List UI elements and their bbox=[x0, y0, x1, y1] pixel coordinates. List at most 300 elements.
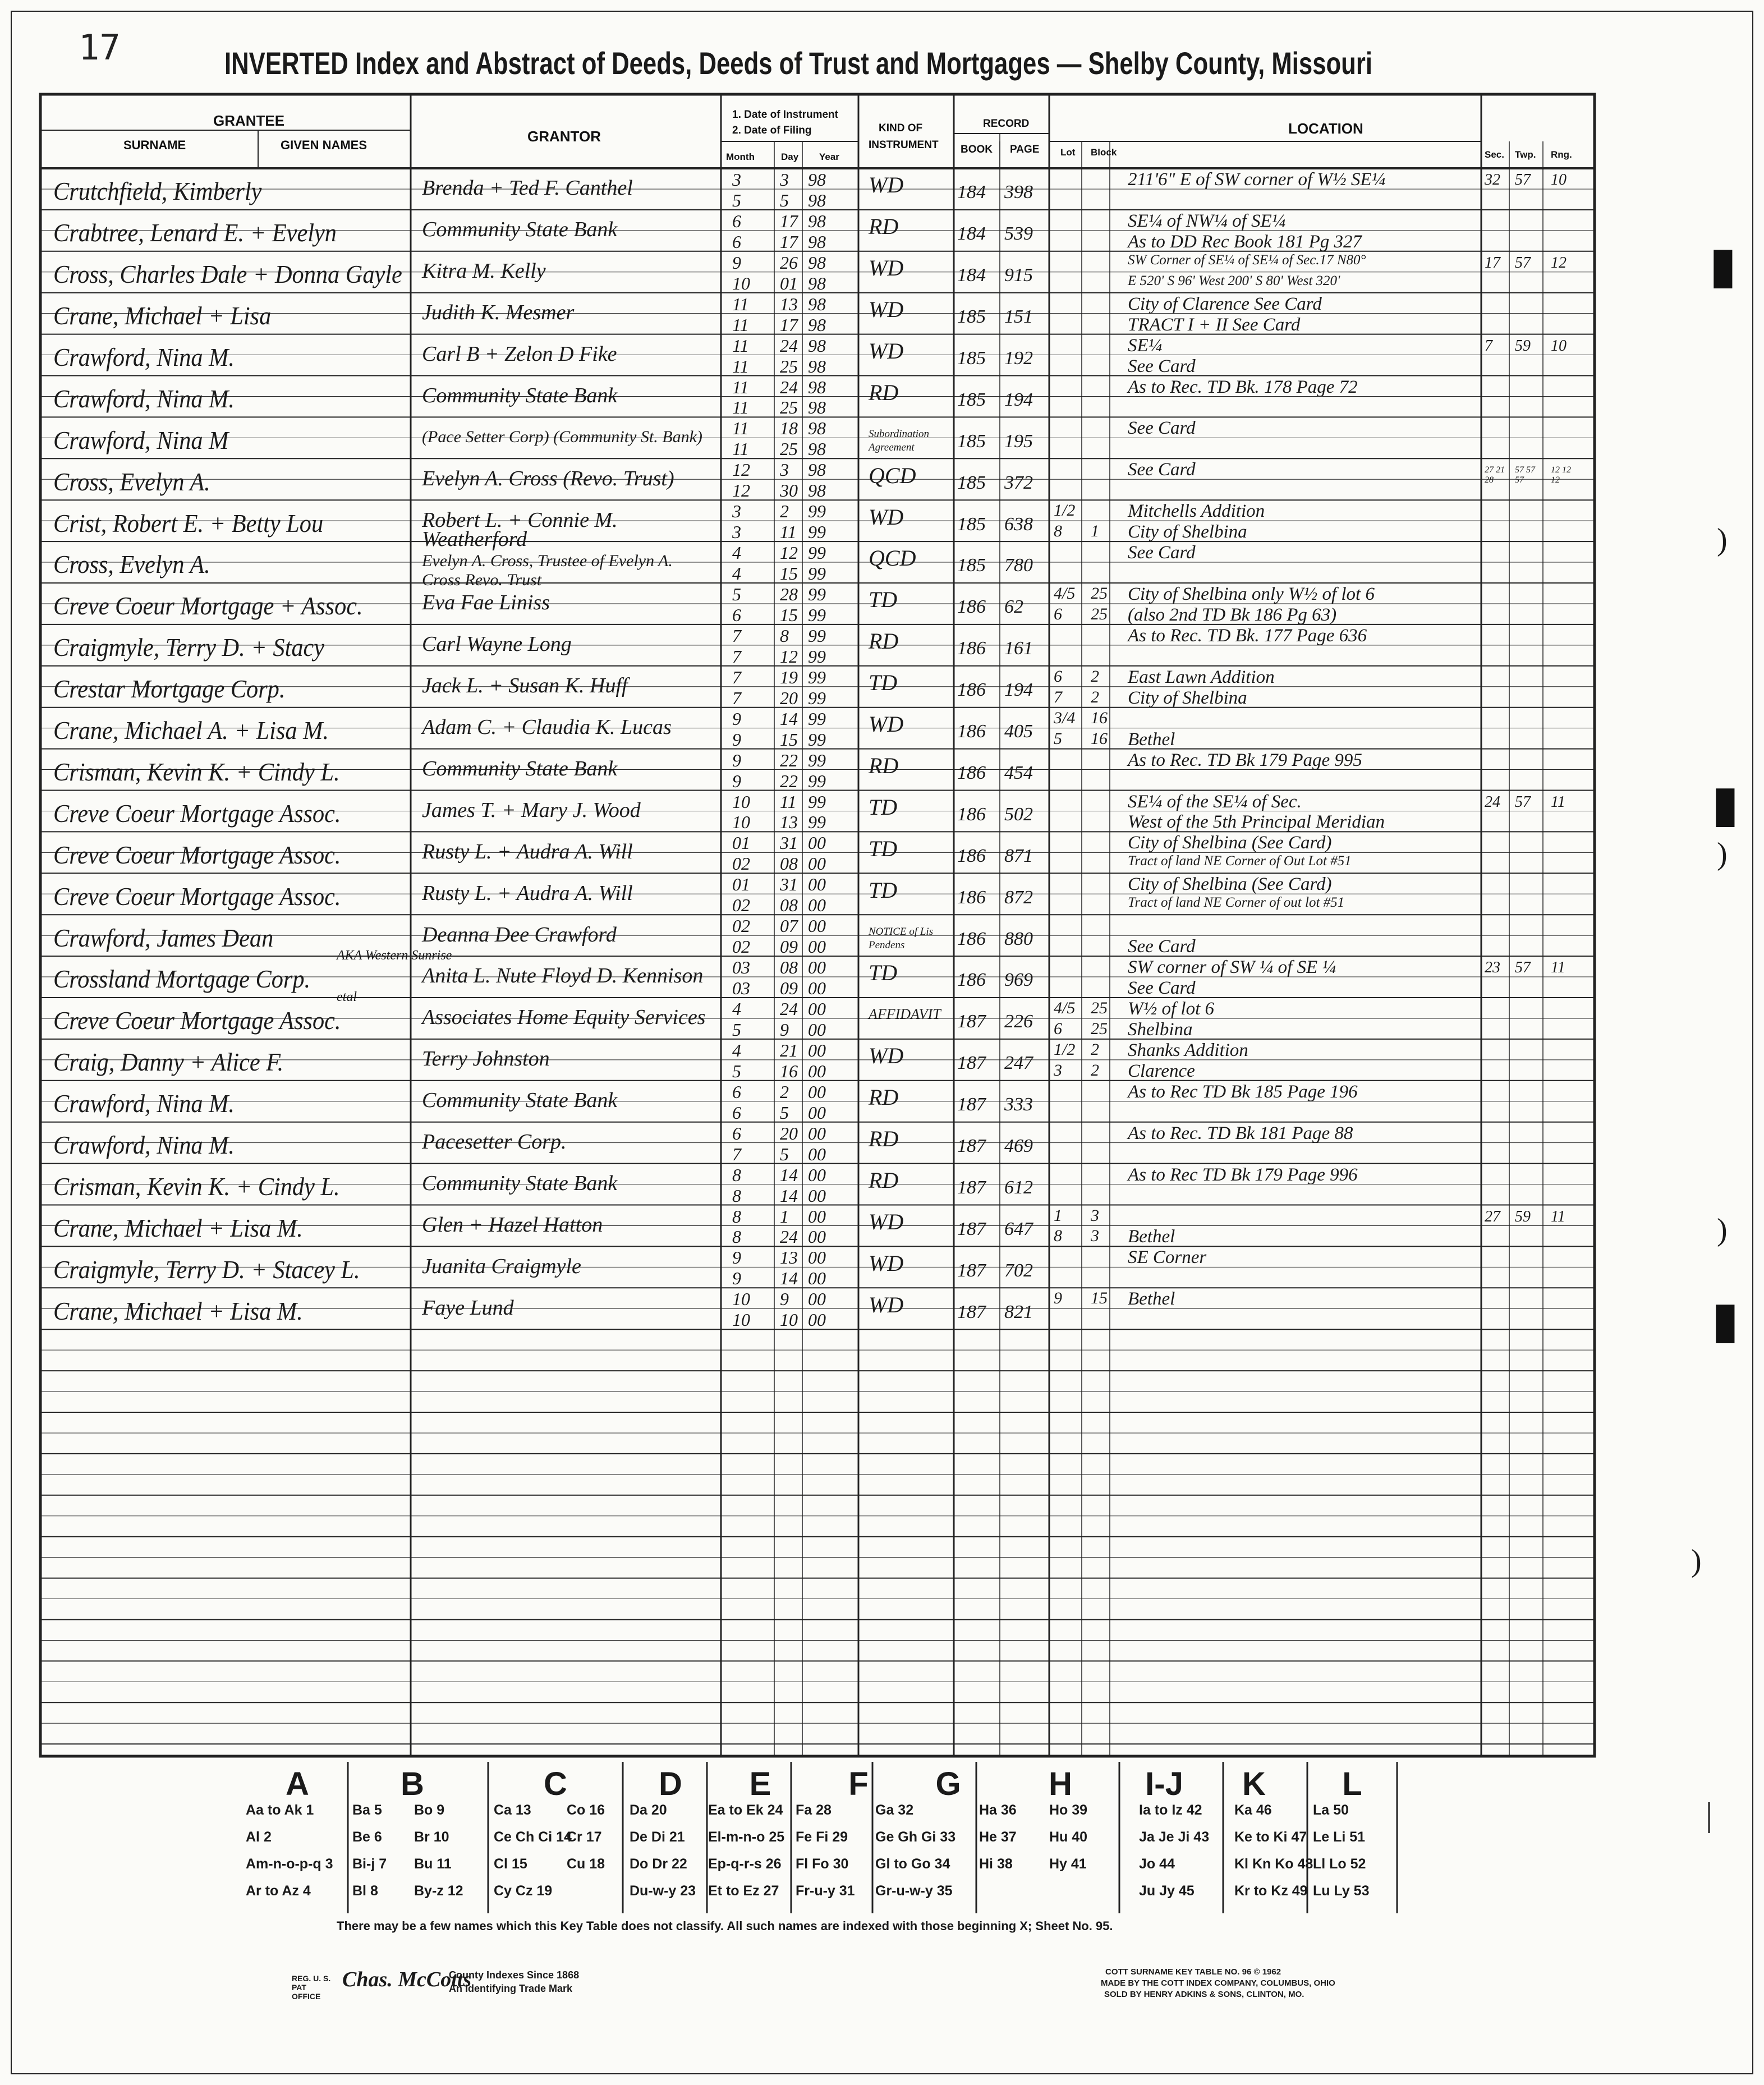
date-filing-year: 00 bbox=[808, 1227, 826, 1247]
date-filing-year: 00 bbox=[808, 1143, 826, 1164]
date-instrument-month: 11 bbox=[732, 293, 749, 314]
grantor-name: Community State Bank bbox=[422, 383, 618, 407]
key-entry: Ge Gh Gi 33 bbox=[875, 1829, 956, 1845]
date-instrument-month: 3 bbox=[732, 501, 741, 522]
grantee-name: Creve Coeur Mortgage Assoc. bbox=[53, 881, 341, 911]
record-page: 502 bbox=[1004, 803, 1033, 825]
grantee-name: Crawford, James Dean bbox=[53, 923, 274, 952]
grantor-name: Judith K. Mesmer bbox=[422, 301, 575, 325]
date-filing-day: 09 bbox=[780, 936, 798, 957]
record-book: 187 bbox=[957, 1177, 986, 1198]
date-instrument-year: 00 bbox=[808, 999, 826, 1019]
date-instrument-year: 00 bbox=[808, 1081, 826, 1102]
location-description: City of Clarence See Card bbox=[1128, 293, 1322, 314]
binder-mark: ) bbox=[1717, 1213, 1728, 1247]
date-instrument-day: 24 bbox=[780, 335, 798, 356]
record-book: 187 bbox=[957, 1094, 986, 1115]
instrument-kind: RD bbox=[869, 628, 899, 654]
date-instrument-year: 00 bbox=[808, 1289, 826, 1310]
grantor-name: Pacesetter Corp. bbox=[422, 1130, 567, 1154]
key-entry: Do Dr 22 bbox=[630, 1856, 687, 1872]
date-filing-month: 3 bbox=[732, 522, 741, 543]
key-entry: Ep-q-r-s 26 bbox=[708, 1856, 782, 1872]
range-number: 10 bbox=[1551, 337, 1567, 355]
grantee-name: Crawford, Nina M. bbox=[53, 1131, 235, 1160]
record-book: 186 bbox=[957, 721, 986, 742]
instrument-kind: TD bbox=[869, 835, 898, 861]
location-description: City of Shelbina bbox=[1128, 522, 1247, 543]
date-filing-day: 16 bbox=[780, 1060, 798, 1081]
lot-number: 1 bbox=[1054, 1206, 1062, 1225]
record-page: 469 bbox=[1004, 1136, 1033, 1157]
date-filing-year: 00 bbox=[808, 895, 826, 916]
location-description: Bethel bbox=[1128, 1227, 1175, 1247]
block-number: 2 bbox=[1091, 667, 1099, 686]
date-filing-day: 15 bbox=[780, 604, 798, 625]
grantor-name: James T. + Mary J. Wood bbox=[422, 798, 641, 822]
record-book: 184 bbox=[957, 223, 986, 245]
section-number: 27 bbox=[1485, 1207, 1500, 1225]
footer-right-2: MADE BY THE COTT INDEX COMPANY, COLUMBUS, OHIO bbox=[1101, 1978, 1335, 1988]
key-entry: Ga 32 bbox=[875, 1802, 914, 1818]
key-letter: A bbox=[286, 1766, 309, 1802]
date-filing-year: 99 bbox=[808, 770, 826, 791]
date-instrument-year: 98 bbox=[808, 293, 826, 314]
block-number: 25 bbox=[1091, 1019, 1108, 1038]
grantor-name: Evelyn A. Cross, Trustee of Evelyn A. Cross Revo. Trust bbox=[422, 552, 673, 590]
instrument-kind: WD bbox=[869, 255, 904, 281]
date-filing-month: 8 bbox=[732, 1227, 741, 1247]
binder-mark: ) bbox=[1691, 1544, 1702, 1578]
location-description: SE¼ bbox=[1128, 335, 1163, 356]
date-instrument-month: 3 bbox=[732, 169, 741, 190]
header-lot: Lot bbox=[1060, 147, 1076, 158]
footer-reg: REG. U. S. PAT OFFICE bbox=[292, 1974, 331, 2001]
date-filing-year: 00 bbox=[808, 936, 826, 957]
date-instrument-day: 21 bbox=[780, 1040, 798, 1060]
date-instrument-month: 01 bbox=[732, 833, 750, 853]
key-entry: Hu 40 bbox=[1049, 1829, 1088, 1845]
date-filing-day: 17 bbox=[780, 314, 798, 335]
date-instrument-month: 9 bbox=[732, 708, 741, 729]
grantee-name: Crawford, Nina M bbox=[53, 425, 229, 454]
date-instrument-year: 98 bbox=[808, 376, 826, 397]
lot-number: 8 bbox=[1054, 522, 1062, 541]
header-kind-2: INSTRUMENT bbox=[869, 139, 939, 151]
date-instrument-year: 00 bbox=[808, 1123, 826, 1143]
block-number: 1 bbox=[1091, 522, 1099, 541]
header-grantee: GRANTEE bbox=[213, 112, 285, 129]
instrument-kind: TD bbox=[869, 670, 898, 696]
date-instrument-month: 11 bbox=[732, 376, 749, 397]
record-page: 872 bbox=[1004, 887, 1033, 908]
township-number: 57 bbox=[1515, 254, 1531, 272]
date-filing-year: 99 bbox=[808, 563, 826, 584]
key-entry: Ha 36 bbox=[979, 1802, 1017, 1818]
grantee-name: Crossland Mortgage Corp. bbox=[53, 965, 311, 994]
block-number: 16 bbox=[1091, 729, 1108, 748]
grantee-name: Crane, Michael + Lisa M. bbox=[53, 1296, 303, 1325]
key-entry: Ll Lo 52 bbox=[1313, 1856, 1366, 1872]
record-book: 187 bbox=[957, 1053, 986, 1074]
location-description: Clarence bbox=[1128, 1060, 1195, 1081]
date-instrument-year: 98 bbox=[808, 210, 826, 231]
date-instrument-month: 03 bbox=[732, 957, 750, 978]
date-filing-day: 5 bbox=[780, 1143, 789, 1164]
date-instrument-month: 8 bbox=[732, 1206, 741, 1227]
date-filing-year: 00 bbox=[808, 1102, 826, 1123]
block-number: 2 bbox=[1091, 1040, 1099, 1059]
date-instrument-day: 20 bbox=[780, 1123, 798, 1143]
location-description: City of Shelbina (See Card) bbox=[1128, 874, 1332, 895]
date-filing-day: 15 bbox=[780, 729, 798, 750]
date-instrument-month: 01 bbox=[732, 874, 750, 895]
date-filing-day: 08 bbox=[780, 895, 798, 916]
range-number: 11 bbox=[1551, 793, 1565, 811]
location-description: As to Rec TD Bk 179 Page 996 bbox=[1128, 1164, 1358, 1185]
date-filing-day: 11 bbox=[780, 522, 797, 543]
date-filing-month: 10 bbox=[732, 1310, 750, 1330]
date-filing-day: 01 bbox=[780, 273, 798, 293]
key-entry: Le Li 51 bbox=[1313, 1829, 1366, 1845]
record-page: 880 bbox=[1004, 928, 1033, 949]
key-entry: Ba 5 bbox=[352, 1802, 382, 1818]
grantee-name: Crutchfield, Kimberly bbox=[53, 177, 262, 206]
range-number: 12 12 12 bbox=[1551, 465, 1571, 485]
location-description: Mitchells Addition bbox=[1128, 501, 1265, 522]
date-instrument-month: 4 bbox=[732, 1040, 741, 1060]
key-entry: Kl Kn Ko 48 bbox=[1234, 1856, 1313, 1872]
key-entry: Hy 41 bbox=[1049, 1856, 1087, 1872]
date-instrument-month: 11 bbox=[732, 335, 749, 356]
section-number: 27 21 28 bbox=[1485, 465, 1505, 485]
header-rng: Rng. bbox=[1551, 149, 1572, 160]
instrument-kind: RD bbox=[869, 214, 899, 240]
footer-brand-logo: Chas. McCotts bbox=[342, 1968, 472, 1991]
date-instrument-day: 3 bbox=[780, 169, 789, 190]
key-letter: L bbox=[1342, 1766, 1362, 1802]
date-filing-day: 30 bbox=[780, 480, 798, 501]
grantor-name: Brenda + Ted F. Canthel bbox=[422, 176, 633, 200]
footer-text-1: County Indexes Since 1868 bbox=[449, 1969, 580, 1981]
date-filing-month: 9 bbox=[732, 770, 741, 791]
instrument-kind: WD bbox=[869, 1043, 904, 1069]
date-instrument-year: 00 bbox=[808, 957, 826, 978]
date-instrument-day: 2 bbox=[780, 501, 789, 522]
key-entry: Lu Ly 53 bbox=[1313, 1883, 1370, 1899]
instrument-kind: TD bbox=[869, 960, 898, 986]
location-description: SE¼ of the SE¼ of Sec. bbox=[1128, 791, 1302, 812]
date-filing-year: 98 bbox=[808, 397, 826, 418]
grantor-name: Glen + Hazel Hatton bbox=[422, 1213, 603, 1237]
header-surname: SURNAME bbox=[123, 138, 186, 152]
date-filing-month: 7 bbox=[732, 1143, 741, 1164]
header-grantor: GRANTOR bbox=[527, 128, 601, 145]
date-filing-day: 12 bbox=[780, 646, 798, 667]
grantee-name: Craigmyle, Terry D. + Stacy bbox=[53, 633, 325, 662]
date-instrument-day: 17 bbox=[780, 210, 798, 231]
grantor-name: Deanna Dee Crawford bbox=[422, 922, 617, 947]
date-instrument-month: 6 bbox=[732, 210, 741, 231]
record-book: 186 bbox=[957, 762, 986, 783]
grantor-name: Carl Wayne Long bbox=[422, 632, 572, 656]
key-entry: Ea to Ek 24 bbox=[708, 1802, 783, 1818]
key-letter: E bbox=[749, 1766, 771, 1802]
date-filing-day: 22 bbox=[780, 770, 798, 791]
record-page: 612 bbox=[1004, 1177, 1033, 1198]
binder-mark: ▮ bbox=[1709, 236, 1737, 295]
date-instrument-year: 99 bbox=[808, 750, 826, 770]
grantee-name: Craigmyle, Terry D. + Stacey L. bbox=[53, 1255, 360, 1284]
key-entry: Du-w-y 23 bbox=[630, 1883, 696, 1899]
date-filing-month: 8 bbox=[732, 1185, 741, 1206]
date-filing-year: 00 bbox=[808, 1268, 826, 1289]
key-entry: Hi 38 bbox=[979, 1856, 1013, 1872]
lot-number: 6 bbox=[1054, 667, 1062, 686]
key-entry: Ke to Ki 47 bbox=[1234, 1829, 1307, 1845]
date-instrument-month: 5 bbox=[732, 584, 741, 604]
instrument-kind: RD bbox=[869, 1167, 899, 1193]
location-description: City of Shelbina bbox=[1128, 687, 1247, 708]
township-number: 59 bbox=[1515, 1207, 1531, 1225]
date-instrument-day: 12 bbox=[780, 543, 798, 563]
key-entry: He 37 bbox=[979, 1829, 1017, 1845]
instrument-kind: WD bbox=[869, 172, 904, 198]
lot-number: 1/2 bbox=[1054, 501, 1076, 520]
key-table-footnote: There may be a few names which this Key Table does not classify. All such names are indexed with those beginning X; Sheet No. 95. bbox=[337, 1919, 1113, 1933]
date-filing-month: 6 bbox=[732, 231, 741, 252]
key-entry: Fa 28 bbox=[796, 1802, 832, 1818]
instrument-kind: TD bbox=[869, 877, 898, 903]
date-instrument-month: 10 bbox=[732, 791, 750, 812]
grantor-name: Community State Bank bbox=[422, 1089, 618, 1113]
page-title: INVERTED Index and Abstract of Deeds, Deeds of Trust and Mortgages — Shelby County, Missouri bbox=[224, 45, 1372, 81]
record-book: 184 bbox=[957, 182, 986, 203]
lot-number: 7 bbox=[1054, 687, 1062, 706]
record-book: 186 bbox=[957, 679, 986, 701]
grantee-name: Crawford, Nina M. bbox=[53, 1089, 235, 1118]
date-filing-year: 00 bbox=[808, 1185, 826, 1206]
date-instrument-month: 9 bbox=[732, 750, 741, 770]
date-filing-month: 10 bbox=[732, 812, 750, 833]
grantor-name: Evelyn A. Cross (Revo. Trust) bbox=[422, 466, 674, 490]
date-instrument-year: 98 bbox=[808, 169, 826, 190]
key-entry: Ka 46 bbox=[1234, 1802, 1272, 1818]
date-instrument-year: 99 bbox=[808, 584, 826, 604]
key-entry: Br 10 bbox=[414, 1829, 449, 1845]
record-page: 195 bbox=[1004, 430, 1033, 452]
key-entry: Aa to Ak 1 bbox=[246, 1802, 314, 1818]
date-filing-month: 11 bbox=[732, 439, 749, 460]
grantor-name: Associates Home Equity Services bbox=[422, 1005, 706, 1030]
date-filing-year: 98 bbox=[808, 356, 826, 376]
key-entry: Ce Ch Ci 14 bbox=[494, 1829, 572, 1845]
key-entry: Co 16 bbox=[567, 1802, 605, 1818]
location-description: SE Corner bbox=[1128, 1247, 1207, 1268]
date-instrument-day: 24 bbox=[780, 999, 798, 1019]
date-instrument-year: 00 bbox=[808, 874, 826, 895]
instrument-kind: RD bbox=[869, 379, 899, 405]
location-description: As to Rec. TD Bk. 178 Page 72 bbox=[1128, 376, 1358, 397]
grantee-name: Crisman, Kevin K. + Cindy L. bbox=[53, 1172, 340, 1201]
instrument-kind: WD bbox=[869, 1209, 904, 1234]
date-filing-month: 10 bbox=[732, 273, 750, 293]
record-page: 405 bbox=[1004, 721, 1033, 742]
grantee-name: Craig, Danny + Alice F. bbox=[53, 1048, 284, 1077]
key-entry: Fl Fo 30 bbox=[796, 1856, 849, 1872]
record-book: 185 bbox=[957, 306, 986, 328]
date-filing-month: 11 bbox=[732, 356, 749, 376]
township-number: 57 bbox=[1515, 171, 1531, 189]
block-number: 15 bbox=[1091, 1289, 1108, 1308]
record-page: 702 bbox=[1004, 1260, 1033, 1281]
grantor-name: Juanita Craigmyle bbox=[422, 1254, 581, 1278]
key-entry: Ca 13 bbox=[494, 1802, 531, 1818]
block-number: 25 bbox=[1091, 584, 1108, 603]
location-description: City of Shelbina only W½ of lot 6 bbox=[1128, 584, 1375, 604]
instrument-kind: WD bbox=[869, 1292, 904, 1317]
date-instrument-month: 4 bbox=[732, 999, 741, 1019]
block-number: 2 bbox=[1091, 1060, 1099, 1080]
header-given-names: GIVEN NAMES bbox=[281, 138, 368, 152]
location-description: Shelbina bbox=[1128, 1019, 1193, 1040]
grantor-name: Kitra M. Kelly bbox=[422, 259, 546, 283]
instrument-kind: QCD bbox=[869, 545, 916, 571]
key-entry: Be 6 bbox=[352, 1829, 382, 1845]
key-entry: Da 20 bbox=[630, 1802, 667, 1818]
date-filing-year: 99 bbox=[808, 687, 826, 708]
location-description: As to Rec. TD Bk. 177 Page 636 bbox=[1128, 625, 1367, 646]
date-filing-year: 98 bbox=[808, 439, 826, 460]
key-entry: Bo 9 bbox=[414, 1802, 445, 1818]
date-instrument-day: 14 bbox=[780, 1164, 798, 1185]
record-page: 871 bbox=[1004, 845, 1033, 866]
lot-number: 9 bbox=[1054, 1289, 1062, 1308]
grantor-name: Community State Bank bbox=[422, 1171, 618, 1195]
location-description: SW Corner of SE¼ of SE¼ of Sec.17 N80° bbox=[1128, 252, 1366, 268]
date-filing-day: 14 bbox=[780, 1185, 798, 1206]
key-entry: Cr 17 bbox=[567, 1829, 602, 1845]
block-number: 25 bbox=[1091, 604, 1108, 623]
date-filing-day: 09 bbox=[780, 978, 798, 999]
record-page: 62 bbox=[1004, 596, 1023, 618]
location-description: As to Rec. TD Bk 179 Page 995 bbox=[1128, 750, 1362, 770]
record-book: 184 bbox=[957, 265, 986, 286]
key-entry: Fr-u-y 31 bbox=[796, 1883, 855, 1899]
grantee-name: Crane, Michael + Lisa bbox=[53, 301, 272, 330]
instrument-kind: WD bbox=[869, 297, 904, 323]
date-filing-day: 13 bbox=[780, 812, 798, 833]
footer-right-3: SOLD BY HENRY ADKINS & SONS, CLINTON, MO. bbox=[1104, 1990, 1304, 1999]
instrument-kind: RD bbox=[869, 1126, 899, 1152]
range-number: 10 bbox=[1551, 171, 1567, 189]
record-book: 186 bbox=[957, 928, 986, 949]
date-filing-month: 5 bbox=[732, 1060, 741, 1081]
instrument-kind: Subordination Agreement bbox=[869, 428, 930, 453]
key-letter: B bbox=[401, 1766, 424, 1802]
location-description: SE¼ of NW¼ of SE¼ bbox=[1128, 210, 1286, 231]
section-number: 17 bbox=[1485, 254, 1500, 272]
date-filing-month: 9 bbox=[732, 1268, 741, 1289]
grantee-name: Cross, Evelyn A. bbox=[53, 467, 210, 496]
grantee-name: Crawford, Nina M. bbox=[53, 342, 235, 371]
grantor-name: Anita L. Nute Floyd D. Kennison bbox=[422, 964, 704, 988]
date-filing-year: 99 bbox=[808, 646, 826, 667]
record-page: 151 bbox=[1004, 306, 1033, 328]
record-page: 398 bbox=[1004, 182, 1033, 203]
record-book: 185 bbox=[957, 513, 986, 535]
record-page: 226 bbox=[1004, 1011, 1033, 1032]
binder-mark: | bbox=[1706, 1796, 1713, 1833]
record-book: 186 bbox=[957, 887, 986, 908]
key-letter: D bbox=[659, 1766, 682, 1802]
grantee-name: Crane, Michael A. + Lisa M. bbox=[53, 716, 329, 745]
date-filing-month: 03 bbox=[732, 978, 750, 999]
location-description: E 520' S 96' West 200' S 80' West 320' bbox=[1128, 273, 1340, 288]
date-filing-year: 00 bbox=[808, 1060, 826, 1081]
binder-mark: ▮ bbox=[1711, 774, 1739, 833]
date-filing-month: 11 bbox=[732, 397, 749, 418]
date-filing-day: 10 bbox=[780, 1310, 798, 1330]
date-filing-month: 6 bbox=[732, 1102, 741, 1123]
location-description: Bethel bbox=[1128, 1289, 1175, 1310]
key-entry: Kr to Kz 49 bbox=[1234, 1883, 1308, 1899]
date-filing-month: 12 bbox=[732, 480, 750, 501]
block-number: 16 bbox=[1091, 708, 1108, 727]
date-instrument-day: 18 bbox=[780, 418, 798, 439]
instrument-kind: WD bbox=[869, 504, 904, 530]
key-entry: Jo 44 bbox=[1139, 1856, 1175, 1872]
date-instrument-year: 00 bbox=[808, 1206, 826, 1227]
grantee-name: Creve Coeur Mortgage Assoc. bbox=[53, 798, 341, 828]
instrument-kind: AFFIDAVIT bbox=[869, 1006, 941, 1023]
date-instrument-day: 24 bbox=[780, 376, 798, 397]
grantor-name: Adam C. + Claudia K. Lucas bbox=[422, 715, 672, 740]
key-entry: La 50 bbox=[1313, 1802, 1349, 1818]
binder-mark: ) bbox=[1717, 837, 1728, 871]
header-sec: Sec. bbox=[1485, 149, 1504, 160]
header-twp: Twp. bbox=[1515, 149, 1536, 160]
block-number: 3 bbox=[1091, 1227, 1099, 1246]
grantor-name: Jack L. + Susan K. Huff bbox=[422, 674, 628, 698]
date-filing-day: 14 bbox=[780, 1268, 798, 1289]
record-page: 821 bbox=[1004, 1301, 1033, 1322]
location-description: W½ of lot 6 bbox=[1128, 999, 1214, 1019]
date-filing-day: 5 bbox=[780, 190, 789, 210]
binder-mark: ▮ bbox=[1711, 1291, 1739, 1349]
header-kind-1: KIND OF bbox=[879, 122, 923, 134]
key-entry: Ho 39 bbox=[1049, 1802, 1088, 1818]
location-description: West of the 5th Principal Meridian bbox=[1128, 812, 1385, 833]
date-instrument-day: 3 bbox=[780, 460, 789, 480]
record-book: 187 bbox=[957, 1011, 986, 1032]
date-instrument-day: 26 bbox=[780, 252, 798, 273]
key-entry: By-z 12 bbox=[414, 1883, 463, 1899]
key-entry: De Di 21 bbox=[630, 1829, 685, 1845]
lot-number: 4/5 bbox=[1054, 584, 1076, 603]
location-description: Shanks Addition bbox=[1128, 1040, 1248, 1060]
date-instrument-month: 11 bbox=[732, 418, 749, 439]
key-entry: Ju Jy 45 bbox=[1139, 1883, 1195, 1899]
lot-number: 3 bbox=[1054, 1060, 1062, 1080]
date-filing-day: 9 bbox=[780, 1019, 789, 1040]
date-filing-day: 25 bbox=[780, 356, 798, 376]
record-page: 194 bbox=[1004, 389, 1033, 410]
date-filing-day: 17 bbox=[780, 231, 798, 252]
date-filing-month: 7 bbox=[732, 646, 741, 667]
header-location: LOCATION bbox=[1288, 120, 1363, 137]
date-filing-month: 11 bbox=[732, 314, 749, 335]
